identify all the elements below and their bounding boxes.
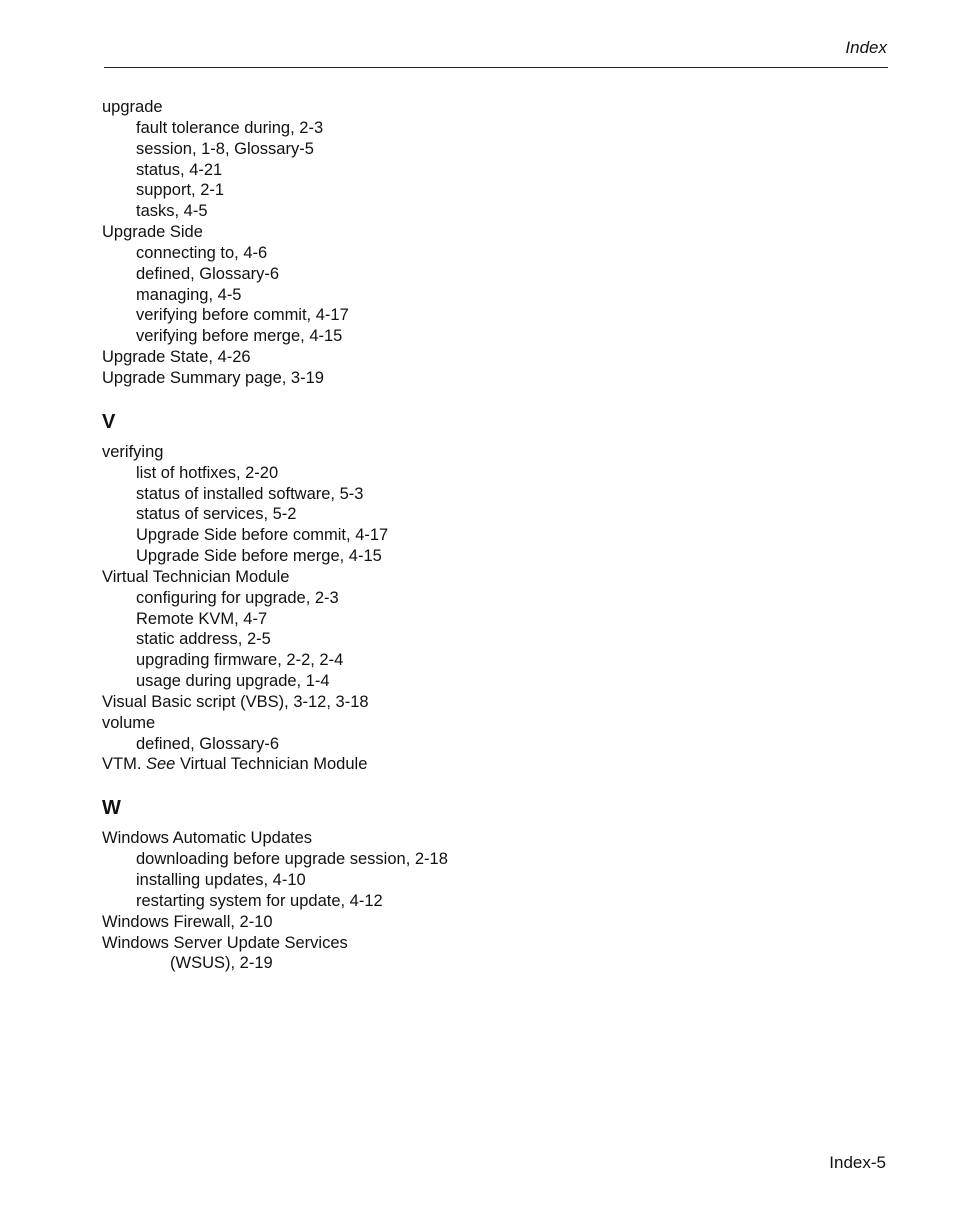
see-reference: See [146,755,176,774]
entry-text: fault tolerance during, 2-3 [136,118,324,137]
entry-text: Virtual Technician Module [102,567,290,586]
entry-text: configuring for upgrade, 2-3 [136,588,339,607]
index-subentry [102,160,448,181]
index-subentry [102,525,448,546]
entry-text: status of installed software, 5-3 [136,484,364,503]
entry-text: tasks, 4-5 [136,202,208,221]
entry-text: downloading before upgrade session, 2-18 [136,850,448,869]
entry-text: Visual Basic script (VBS), 3-12, 3-18 [102,692,369,711]
entry-text: Upgrade Summary page, 3-19 [102,368,324,387]
index-body [102,97,448,974]
entry-text: status, 4-21 [136,160,223,179]
section-letter: W [102,797,121,820]
entry-text: defined, Glossary-6 [136,264,280,283]
index-subentry [102,891,448,912]
index-subentry [102,118,448,139]
index-entry [102,97,448,118]
index-entry [102,222,448,243]
index-entry [102,692,448,713]
index-entry [102,567,448,588]
index-subentry [102,588,448,609]
entry-text: installing updates, 4-10 [136,871,306,889]
entry-text: Windows Server Update Services [102,933,348,952]
entry-text: Upgrade Side before commit, 4-17 [136,526,389,545]
index-entry [102,912,448,933]
entry-text: usage during upgrade, 1-4 [136,672,330,691]
index-subentry [102,953,448,974]
index-subentry [102,139,448,160]
index-subentry [102,484,448,505]
entry-text: upgrading firmware, 2-2, 2-4 [136,651,344,670]
index-section [102,797,448,974]
index-entry [102,368,448,389]
index-entry [102,442,448,463]
index-subentry [102,264,448,285]
index-entry [102,754,448,775]
index-subentry [102,849,448,870]
index-subentry [102,870,448,891]
entry-text: Windows Firewall, 2-10 [102,912,273,931]
header-rule [104,67,888,68]
entry-text: Upgrade Side before merge, 4-15 [136,547,382,566]
index-subentry [102,243,448,264]
entry-text: Windows Automatic Updates [102,829,313,848]
entry-text: session, 1-8, Glossary-5 [136,139,314,158]
page-number: Index-5 [829,1153,886,1172]
entry-text: defined, Glossary-6 [136,734,280,753]
entry-text: Upgrade State, 4-26 [102,348,251,367]
index-subentry [102,650,448,671]
entry-text: managing, 4-5 [136,285,242,304]
index-subentry [102,546,448,567]
entry-text: restarting system for update, 4-12 [136,891,383,910]
index-subentry [102,463,448,484]
index-subentry [102,504,448,525]
index-section [102,411,448,776]
entry-text: verifying before commit, 4-17 [136,306,349,325]
entry-text: status of services, 5-2 [136,505,297,524]
entry-text: support, 2-1 [136,181,225,200]
entry-text: upgrade [102,98,163,116]
index-subentry [102,285,448,306]
index-entry [102,713,448,734]
section-letter: V [102,410,116,433]
entry-text: list of hotfixes, 2-20 [136,463,279,482]
entry-text: VTM. [102,755,146,774]
entry-text: verifying [102,442,164,461]
running-head: Index [845,38,887,57]
index-subentry [102,734,448,755]
index-subentry [102,180,448,201]
index-entry [102,933,448,954]
index-subentry [102,629,448,650]
index-entry [102,828,448,849]
index-subentry [102,609,448,630]
entry-text: Remote KVM, 4-7 [136,609,268,628]
index-entry [102,347,448,368]
index-subentry [102,201,448,222]
entry-text: verifying before merge, 4-15 [136,327,343,346]
entry-text: Upgrade Side [102,223,203,242]
see-target: Virtual Technician Module [175,755,368,774]
index-subentry [102,671,448,692]
entry-text: connecting to, 4-6 [136,243,268,262]
index-section [102,97,448,389]
entry-text: volume [102,713,156,732]
entry-text: static address, 2-5 [136,630,271,649]
entry-text: (WSUS), 2-19 [170,954,273,973]
index-subentry [102,326,448,347]
index-subentry [102,305,448,326]
